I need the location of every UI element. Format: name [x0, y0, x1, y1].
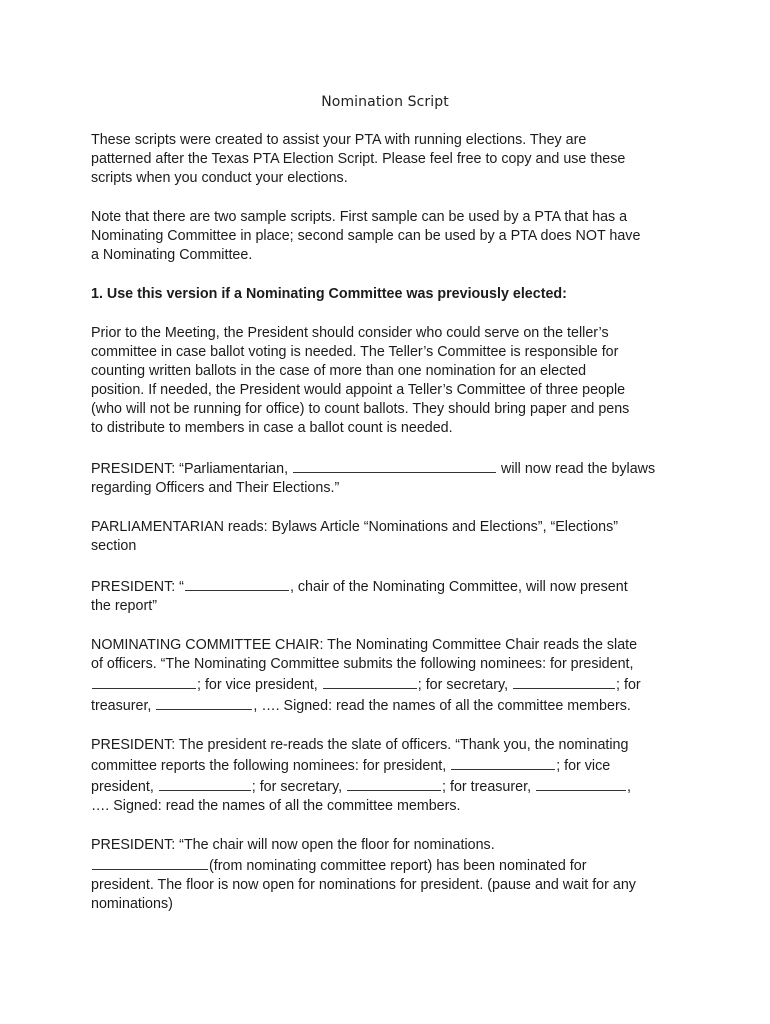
- text-line: regarding Officers and Their Elections.”: [91, 480, 340, 496]
- text-segment: PRESIDENT: “Parliamentarian,: [91, 461, 293, 477]
- text-line: Prior to the Meeting, the President should consider who could serve on the teller’s: [91, 325, 609, 341]
- fill-in-blank: [156, 695, 252, 710]
- president-reread-paragraph: [91, 736, 691, 816]
- fill-in-blank: [513, 674, 615, 689]
- parliamentarian-paragraph: [91, 518, 691, 556]
- text-line: PRESIDENT: The president re-reads the slate of officers. “Thank you, the nominating: [91, 737, 629, 753]
- fill-in-blank: [451, 755, 555, 770]
- text-line: nominations): [91, 896, 173, 912]
- text-line: NOMINATING COMMITTEE CHAIR: The Nominating Committee Chair reads the slate: [91, 637, 638, 653]
- text-line: [91, 576, 691, 597]
- note-paragraph: [91, 208, 691, 265]
- text-line: PARLIAMENTARIAN reads: Bylaws Article “Nominations and Elections”, “Elections”: [91, 519, 619, 535]
- text-line: president. The floor is now open for nominations for president. (pause and wait for any: [91, 877, 636, 893]
- text-line: [91, 695, 691, 716]
- text-segment: treasurer,: [91, 698, 156, 714]
- text-segment: ; for treasurer,: [442, 779, 536, 795]
- fill-in-blank: [185, 576, 289, 591]
- text-segment: ; for: [616, 677, 641, 693]
- text-line: position. If needed, the President would appoint a Teller’s Committee of three people: [91, 382, 626, 398]
- text-line: [91, 674, 691, 695]
- section-heading: [91, 285, 691, 304]
- fill-in-blank: [92, 855, 208, 870]
- text-segment: , …. Signed: read the names of all the committee members.: [253, 698, 631, 714]
- text-line: scripts when you conduct your elections.: [91, 170, 348, 186]
- text-line: [91, 755, 691, 776]
- text-segment: committee reports the following nominees: for president,: [91, 758, 451, 774]
- text-line: committee in case ballot voting is needed. The Teller’s Committee is responsible for: [91, 344, 619, 360]
- president-chair-paragraph: [91, 576, 691, 616]
- president-floor-paragraph: [91, 836, 691, 914]
- text-line: [91, 855, 691, 876]
- text-segment: president,: [91, 779, 158, 795]
- text-line: [91, 458, 691, 479]
- text-line: patterned after the Texas PTA Election Script. Please feel free to copy and use these: [91, 151, 626, 167]
- prior-meeting-paragraph: [91, 324, 691, 438]
- text-line: a Nominating Committee.: [91, 247, 253, 263]
- text-line: section: [91, 538, 137, 554]
- fill-in-blank: [347, 776, 441, 791]
- document-body: [91, 131, 691, 934]
- text-line: PRESIDENT: “The chair will now open the floor for nominations.: [91, 837, 495, 853]
- text-line: These scripts were created to assist your PTA with running elections. They are: [91, 132, 587, 148]
- fill-in-blank: [323, 674, 417, 689]
- text-line: to distribute to members in case a ballot count is needed.: [91, 420, 453, 436]
- text-line: …. Signed: read the names of all the committee members.: [91, 798, 461, 814]
- fill-in-blank: [536, 776, 626, 791]
- text-line: Note that there are two sample scripts. First sample can be used by a PTA that has a: [91, 209, 628, 225]
- fill-in-blank: [159, 776, 251, 791]
- text-line: [91, 776, 691, 797]
- section-heading-text: 1. Use this version if a Nominating Committee was previously elected:: [91, 286, 567, 302]
- text-line: of officers. “The Nominating Committee submits the following nominees: for president,: [91, 656, 634, 672]
- text-segment: , chair of the Nominating Committee, will now present: [289, 579, 628, 595]
- text-line: Nominating Committee in place; second sample can be used by a PTA does NOT have: [91, 228, 641, 244]
- text-segment: ; for secretary,: [417, 677, 513, 693]
- text-segment: ,: [627, 779, 631, 795]
- text-segment: (from nominating committee report) has been nominated for: [209, 858, 587, 874]
- text-line: counting written ballots in the case of more than one nomination for an elected: [91, 363, 587, 379]
- fill-in-blank: [293, 458, 496, 473]
- text-line: (who will not be running for office) to count ballots. They should bring paper and pens: [91, 401, 630, 417]
- text-line: the report”: [91, 598, 157, 614]
- text-segment: ; for secretary,: [251, 779, 347, 795]
- fill-in-blank: [92, 674, 196, 689]
- text-segment: ; for vice: [556, 758, 611, 774]
- document-title: Nomination Script: [321, 94, 449, 110]
- intro-paragraph: [91, 131, 691, 188]
- president-parliamentarian-paragraph: [91, 458, 691, 498]
- nominating-chair-paragraph: [91, 636, 691, 716]
- text-segment: ; for vice president,: [197, 677, 322, 693]
- text-segment: PRESIDENT: “: [91, 579, 184, 595]
- text-segment: will now read the bylaws: [497, 461, 656, 477]
